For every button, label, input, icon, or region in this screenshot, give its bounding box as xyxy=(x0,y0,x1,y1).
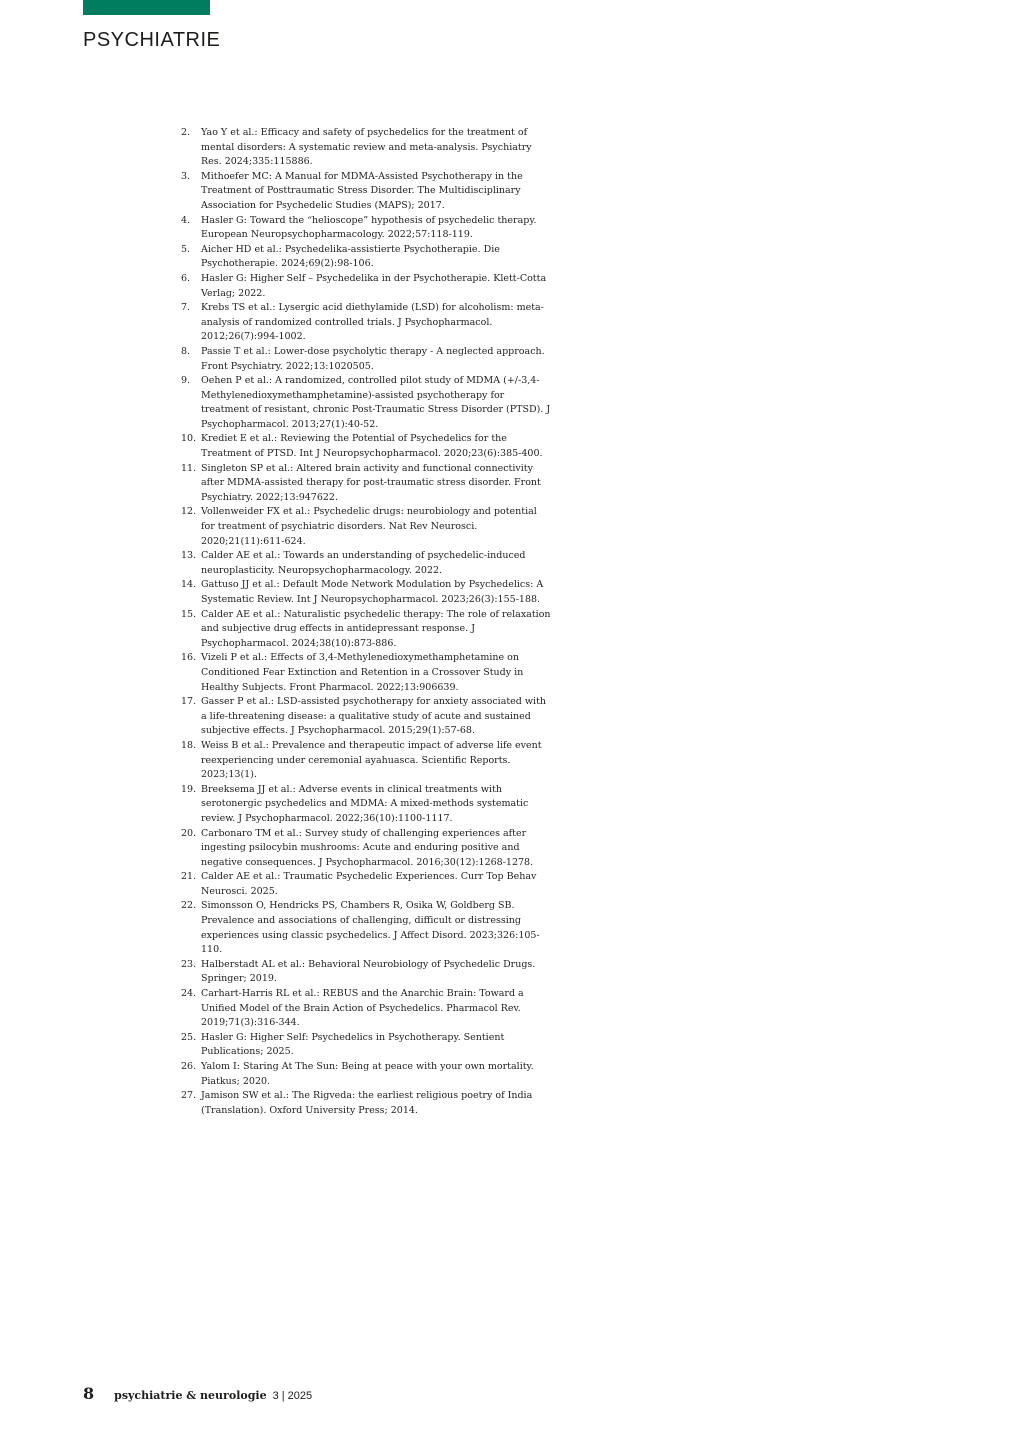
reference-number: 26. xyxy=(181,1061,197,1072)
reference-text: Hasler G: Higher Self: Psychedelics in Psychotherapy. Sentient Publications; 2025. xyxy=(201,1031,505,1058)
reference-item xyxy=(181,958,551,987)
reference-item xyxy=(181,1031,551,1060)
reference-number: 9. xyxy=(181,375,191,387)
reference-item xyxy=(181,462,551,506)
issue-info: 3 | 2025 xyxy=(272,1390,313,1402)
page-footer xyxy=(83,1384,312,1404)
reference-text: Yalom I: Staring At The Sun: Being at peace with your own mortality. Piatkus; 2020. xyxy=(201,1061,534,1087)
reference-number: 24. xyxy=(181,988,197,1000)
reference-text: Mithoefer MC: A Manual for MDMA-Assisted Psychotherapy in the Treatment of Posttraumatic Stress Disorder. The Multidisciplinary Association for Psychedelic Studies (MAPS); 2017. xyxy=(201,170,523,211)
reference-text: Krebs TS et al.: Lysergic acid diethylamide (LSD) for alcoholism: meta-analysis of randomized controlled trials. J Psychopharmacol. 2012;26(7):994-1002. xyxy=(201,302,544,343)
reference-number: 27. xyxy=(181,1090,197,1102)
reference-text: Krediet E et al.: Reviewing the Potential of Psychedelics for the Treatment of PTSD. Int J Neuropsychopharmacol. 2020;23(6):385-400. xyxy=(201,433,543,460)
reference-text: Vizeli P et al.: Effects of 3,4-Methylenedioxymethamphetamine on Conditioned Fear Extinction and Retention in a Crossover Study in Healthy Subjects. Front Pharmacol. 2022;13:906639. xyxy=(201,652,524,693)
reference-text: Breeksema JJ et al.: Adverse events in clinical treatments with serotonergic psychedelics and MDMA: A mixed-methods systematic review. J Psychopharmacol. 2022;36(10):1100-1117. xyxy=(201,783,529,824)
reference-text: Calder AE et al.: Towards an understanding of psychedelic-induced neuroplasticity. Neuropsychopharmacology. 2022. xyxy=(201,550,526,576)
reference-text: Vollenweider FX et al.: Psychedelic drugs: neurobiology and potential for treatment of psychiatric disorders. Nat Rev Neurosci. 2020;21(11):611-624. xyxy=(201,506,537,547)
reference-item xyxy=(181,272,551,301)
reference-number: 5. xyxy=(181,243,191,255)
reference-number: 8. xyxy=(181,345,191,357)
reference-text: Calder AE et al.: Traumatic Psychedelic Experiences. Curr Top Behav Neurosci. 2025. xyxy=(201,871,537,897)
reference-item xyxy=(181,505,551,549)
reference-list xyxy=(181,126,551,1118)
reference-item xyxy=(181,578,551,607)
journal-name: psychiatrie & neurologie xyxy=(114,1389,267,1402)
reference-text: Hasler G: Higher Self – Psychedelika in der Psychotherapie. Klett-Cotta Verlag; 2022. xyxy=(201,272,547,299)
reference-item xyxy=(181,432,551,461)
reference-number: 6. xyxy=(181,272,191,284)
reference-item xyxy=(181,987,551,1031)
reference-number: 2. xyxy=(181,127,191,138)
reference-item xyxy=(181,695,551,739)
reference-text: Hasler G: Toward the “helioscope” hypothesis of psychedelic therapy. European Neuropsychopharmacology. 2022;57:118-119. xyxy=(201,214,537,241)
reference-number: 17. xyxy=(181,696,197,708)
reference-text: Calder AE et al.: Naturalistic psychedelic therapy: The role of relaxation and subjective drug effects in antidepressant response. J Psychopharmacol. 2024;38(10):873-886. xyxy=(201,608,551,649)
reference-text: Halberstadt AL et al.: Behavioral Neurobiology of Psychedelic Drugs. Springer; 2019. xyxy=(201,958,536,985)
reference-item xyxy=(181,214,551,243)
reference-text: Gattuso JJ et al.: Default Mode Network Modulation by Psychedelics: A Systematic Review. Int J Neuropsychopharmacol. 2023;26(3):155-188. xyxy=(201,579,544,605)
reference-number: 15. xyxy=(181,608,197,620)
reference-number: 23. xyxy=(181,958,197,970)
reference-item xyxy=(181,1060,551,1089)
reference-item xyxy=(181,126,551,170)
reference-item xyxy=(181,870,551,899)
reference-text: Yao Y et al.: Efficacy and safety of psychedelics for the treatment of mental disorders: A systematic review and meta-analysis. Psychiatry Res. 2024;335:115886. xyxy=(201,127,532,168)
reference-item xyxy=(181,345,551,374)
reference-number: 14. xyxy=(181,579,197,591)
page-number: 8 xyxy=(83,1384,95,1403)
reference-number: 20. xyxy=(181,827,197,839)
reference-number: 18. xyxy=(181,739,197,751)
section-label: PSYCHIATRIE xyxy=(83,29,221,51)
reference-text: Oehen P et al.: A randomized, controlled pilot study of MDMA (+/-3,4-Methylenedioxymethamphetamine)-assisted psychotherapy for treatment of resistant, chronic Post-Traumatic Stress Disorder (PTSD). J Psychopharmacol. 2013;27(1):40-52. xyxy=(201,375,551,430)
reference-item xyxy=(181,549,551,578)
reference-text: Carhart-Harris RL et al.: REBUS and the Anarchic Brain: Toward a Unified Model of the Brain Action of Psychedelics. Pharmacol Rev. 2019;71(3):316-344. xyxy=(201,988,524,1029)
reference-text: Aicher HD et al.: Psychedelika-assistierte Psychotherapie. Die Psychotherapie. 2024;69(2):98-106. xyxy=(201,243,500,270)
reference-text: Carbonaro TM et al.: Survey study of challenging experiences after ingesting psilocybin mushrooms: Acute and enduring positive and negative consequences. J Psychopharmacol. 2016;30(12):1268-1278. xyxy=(201,827,534,868)
reference-text: Jamison SW et al.: The Rigveda: the earliest religious poetry of India (Translation). Oxford University Press; 2014. xyxy=(201,1090,533,1116)
reference-number: 21. xyxy=(181,871,197,883)
reference-item xyxy=(181,170,551,214)
reference-text: Passie T et al.: Lower-dose psycholytic therapy - A neglected approach. Front Psychiatry. 2022;13:1020505. xyxy=(201,345,545,372)
reference-text: Weiss B et al.: Prevalence and therapeutic impact of adverse life event reexperiencing under ceremonial ayahuasca. Scientific Reports. 2023;13(1). xyxy=(201,739,542,781)
reference-item xyxy=(181,651,551,695)
reference-item xyxy=(181,899,551,957)
reference-text: Gasser P et al.: LSD-assisted psychotherapy for anxiety associated with a life-threatening disease: a qualitative study of acute and sustained subjective effects. J Psychopharmacol. 2015;29(1):57-68. xyxy=(201,696,547,737)
reference-number: 7. xyxy=(181,302,191,314)
reference-number: 12. xyxy=(181,506,197,518)
reference-number: 11. xyxy=(181,462,197,474)
reference-item xyxy=(181,608,551,652)
reference-text: Simonsson O, Hendricks PS, Chambers R, Osika W, Goldberg SB. Prevalence and associations of challenging, difficult or distressing experiences using classic psychedelics. J Affect Disord. 2023;326:105-110. xyxy=(201,900,540,956)
reference-number: 22. xyxy=(181,900,197,912)
reference-item xyxy=(181,374,551,432)
section-color-bar xyxy=(83,0,210,15)
reference-item xyxy=(181,827,551,871)
reference-item xyxy=(181,783,551,827)
reference-number: 19. xyxy=(181,783,197,795)
reference-item xyxy=(181,301,551,345)
reference-item xyxy=(181,243,551,272)
reference-number: 10. xyxy=(181,433,197,445)
reference-number: 13. xyxy=(181,550,197,562)
reference-number: 25. xyxy=(181,1031,197,1043)
reference-number: 16. xyxy=(181,652,197,664)
reference-number: 4. xyxy=(181,214,191,226)
reference-item xyxy=(181,739,551,783)
reference-text: Singleton SP et al.: Altered brain activity and functional connectivity after MDMA-assisted therapy for post-traumatic stress disorder. Front Psychiatry. 2022;13:947622. xyxy=(201,462,541,503)
reference-number: 3. xyxy=(181,170,191,182)
reference-item xyxy=(181,1089,551,1118)
